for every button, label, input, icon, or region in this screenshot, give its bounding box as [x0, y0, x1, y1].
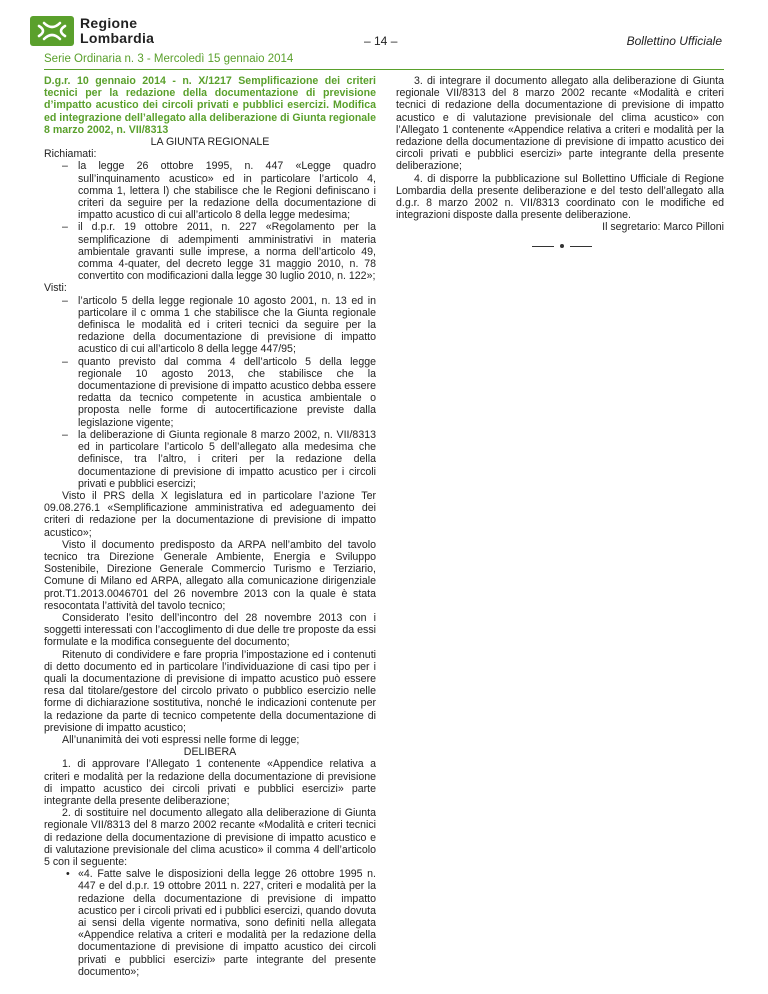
deliberation-point: 3. di integrare il documento allegato alla deliberazione di Giunta regionale VII/8313 del 8 marzo 2002 recante «Modalità e criteri tecnici di redazione della documentazione di previsione di impatto acustico e di valutazione previsionale del clima acustico» con l’Allegato 1 contenente «Appendice relativa a criteri e modalità per la redazione della documentazione di previsione di impatto acustico dei circoli privati e pubblici esercizi» parte integrante della presente deliberazione; [396, 75, 724, 173]
separator-line [570, 246, 592, 247]
publication-name: Bollettino Ufficiale [626, 34, 722, 48]
separator-dot [560, 244, 564, 248]
section-separator [532, 242, 592, 252]
regione-lombardia-logo-icon [30, 16, 74, 46]
paragraph: Considerato l’esito dell’incontro del 28 novembre 2013 con i soggetti interessati con l’accoglimento di due delle tre proposte da essi formulate e la modifica conseguente del documento; [44, 611, 376, 649]
deliberation-point: 1. di approvare l’Allegato 1 contenente «Appendice relativa a criteri e modalità per la redazione della documentazione di previsione di impatto acustico dei circoli privati e pubblici esercizi» parte integrante della presente deliberazione; [44, 758, 376, 807]
paragraph: Visto il PRS della X legislatura ed in particolare l’azione Ter 09.08.276.1 «Semplificazione amministrativa ed adeguamento dei criteri di redazione per la documentazione di previsione di impatto acustico»; [44, 489, 376, 539]
paragraph: All’unanimità dei voti espressi nelle forme di legge; [62, 733, 300, 746]
page-header [0, 0, 768, 65]
richiamati-heading: Richiamati: [44, 148, 97, 161]
paragraph: Ritenuto di condividere e fare propria l’impostazione ed i contenuti di detto documento ed in particolare l’individuazione di casi tipo per i quali la documentazione di previsione di impatto acustico può essere resa dal titolare/gestore del circolo privato o pubblico esercizio nelle forme di dichiarazione sostitutiva, nonché le indicazioni contenute per la redazione da parte di tecnico competente della documentazione di previsione di impatto acustico; [44, 648, 376, 734]
series-line: Serie Ordinaria n. 3 - Mercoledì 15 gennaio 2014 [44, 53, 294, 65]
deliberation-point: 4. di disporre la pubblicazione sul Bollettino Ufficiale di Regione Lombardia della presente deliberazione e del testo dell’allegato alla d.g.r. 8 marzo 2002 n. VII/8313 coordinato con le modifiche ed integrazioni disposte dalla presente deliberazione. [396, 172, 724, 222]
delibera-heading: DELIBERA [183, 746, 237, 759]
brand-line-2: Lombardia [80, 30, 155, 46]
separator-line [532, 246, 554, 247]
right-column [396, 75, 724, 252]
giunta-heading: LA GIUNTA REGIONALE [150, 136, 270, 149]
quoted-provision: • «4. Fatte salve le disposizioni della legge 26 ottobre 1995 n. 447 e del d.p.r. 19 ottobre 2011 n. 227, criteri e modalità per la redazione della documentazione di previsione di impatto acustico per i circoli privati ed i pubblici esercizi, quando dovuta ai sensi della vigente normativa, sono definiti nella allegata «Appendice relativa a criteri e modalità per la redazione della documentazione di previsione di impatto acustico dei circoli privati e pubblici esercizi» parte integrante del presente documento»; [44, 868, 376, 978]
signature: Il segretario: Marco Pilloni [602, 221, 724, 234]
richiamati-item: – il d.p.r. 19 ottobre 2011, n. 227 «Regolamento per la semplificazione di adempimenti amministrativi in materia ambientale gravanti sulle imprese, a norma dell’articolo 49, comma 4-quater, del decreto legge 31 maggio 2010, n. 78 convertito con modificazioni dalla legge 30 luglio 2010, n. 122»; [44, 221, 376, 282]
visti-item: – quanto previsto dal comma 4 dell’articolo 5 della legge regionale 10 agosto 2013, che stabilisce che la documentazione di previsione di impatto acustico debba essere redatta da tecnico competente in acustica ambientale o proposta nelle forme di autocertificazione previste dalla legislazione vigente; [44, 356, 376, 429]
brand-line-1: Regione [80, 15, 138, 31]
paragraph: Visto il documento predisposto da ARPA nell’ambito del tavolo tecnico tra Direzione Generale Ambiente, Energia e Sviluppo Sostenibile, Direzione Generale Commercio Turismo e Terziario, Comune di Milano ed ARPA, allegato alla comunicazione dirigenziale prot.T1.2013.0046701 del 26 novembre 2013 con la quale è stata resocontata l’attività del tavolo tecnico; [44, 538, 376, 612]
richiamati-item: – la legge 26 ottobre 1995, n. 447 «Legge quadro sull’inquinamento acustico» ed in particolare l’articolo 4, comma 1, lettera l) che stabilisce che le Regioni definiscano i criteri da seguire per la redazione della documentazione di impatto acustico di cui all’articolo 8 della legge medesima; [44, 160, 376, 221]
visti-heading: Visti: [44, 282, 67, 295]
visti-item: – l’articolo 5 della legge regionale 10 agosto 2001, n. 13 ed in particolare il c omma 1 che stabilisce che la Giunta regionale definisca le modalità ed i criteri tecnici da seguire per la redazione della documentazione di previsione di impatto acustico di cui all’articolo 8 della legge 447/95; [44, 295, 376, 356]
header-divider [44, 69, 724, 70]
brand-name [80, 16, 154, 46]
left-column [44, 75, 376, 978]
page-number: – 14 – [364, 34, 398, 48]
visti-item: – la deliberazione di Giunta regionale 8 marzo 2002, n. VII/8313 ed in particolare l’articolo 5 dell’allegato alla medesima che definisce, tra l’altro, i criteri per la redazione della documentazione di previsione di impatto acustico per i circoli privati e pubblici esercizi; [44, 429, 376, 490]
decree-title: D.g.r. 10 gennaio 2014 - n. X/1217 Semplificazione dei criteri tecnici per la redazione della documentazione di previsione d’impatto acustico dei circoli privati e pubblici esercizi. Modifica ed integrazione dell’allegato alla deliberazione di Giunta regionale 8 marzo 2002, n. VII/8313 [44, 75, 377, 136]
deliberation-point: 2. di sostituire nel documento allegato alla deliberazione di Giunta regionale VII/8313 del 8 marzo 2002 recante «Modalità e criteri tecnici di redazione della documentazione di previsione di impatto acustico e di valutazione previsionale del clima acustico» il comma 4 dell’articolo 5 con il seguente: [44, 807, 376, 868]
